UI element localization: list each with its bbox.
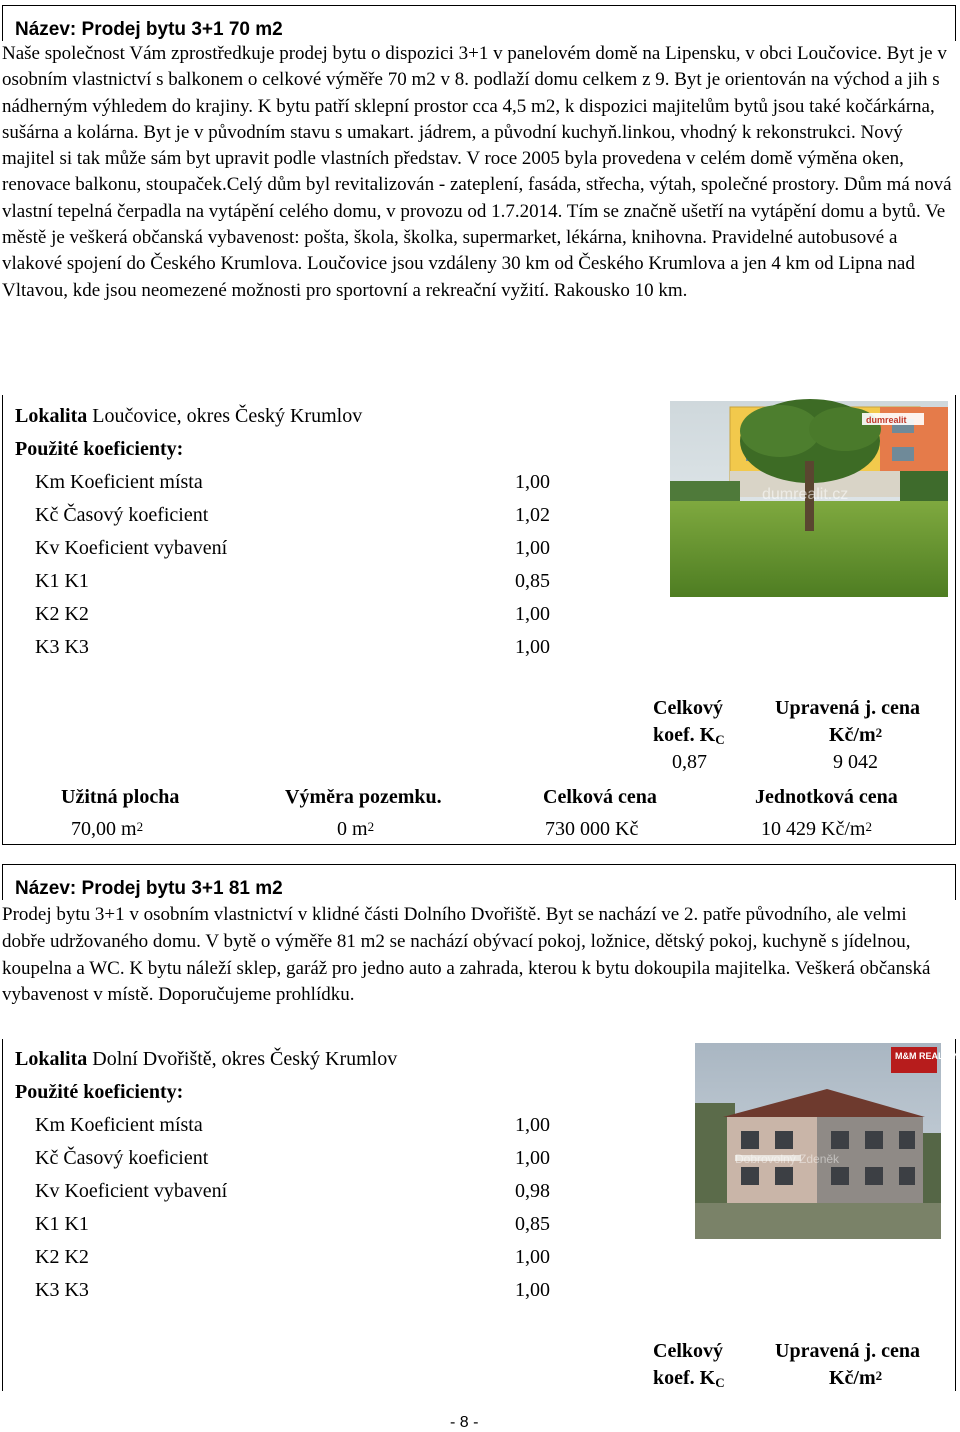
coefficient-value: 1,00 [515,603,550,625]
location-label: Lokalita [15,405,88,427]
listing-title [2,864,956,900]
total-coef-label-2 [653,723,725,749]
coefficient-value: 1,00 [515,1279,550,1301]
unit-price-header: Jednotková cena [755,786,898,808]
total-coef-text: koef. K [653,1367,716,1389]
photo-watermark: Dobrovolný Zdeněk [735,1152,840,1166]
coefficient-value: 1,00 [515,1114,550,1136]
coefficient-label: Kv Koeficient vybavení [35,537,228,559]
location-label: Lokalita [15,1048,88,1070]
total-price-value: 730 000 Kč [545,818,639,840]
coefficient-value: 1,00 [515,537,550,559]
unit-price-text: 10 429 Kč/m [761,818,866,840]
total-coef-label: Celkový [653,697,723,719]
coefficient-label: K3 K3 [35,1279,89,1301]
coefficient-value: 1,00 [515,1147,550,1169]
total-coef-sub: C [715,732,725,747]
land-area-text: 0 m [337,818,368,840]
listing-title-text: Název: Prodej bytu 3+1 70 m2 [15,19,283,40]
photo-logo: dumrealit [866,415,907,425]
adjusted-price-unit-text: Kč/m [829,724,876,746]
apartment-block-photo [670,401,948,597]
unit-price-sup: 2 [865,819,872,834]
coefficient-value: 0,85 [515,570,550,592]
usable-area-header: Užitná plocha [61,786,180,808]
coefficient-value: 1,00 [515,636,550,658]
coefficient-label: Kv Koeficient vybavení [35,1180,228,1202]
coefficient-value: 1,00 [515,1246,550,1268]
adjusted-price-label: Upravená j. cena [775,1340,920,1362]
coefficient-value: 1,00 [515,471,550,493]
total-coef-value: 0,87 [672,751,707,773]
adjusted-price-label: Upravená j. cena [775,697,920,719]
coefficient-label: Kč Časový koeficient [35,1147,209,1169]
location-line [15,404,362,428]
coefficient-label: Km Koeficient místa [35,471,203,493]
property-photo [695,1043,958,1239]
unit-price-value [761,817,872,843]
listing-description: Naše společnost Vám zprostředkuje prodej bytu o dispozici 3+1 v panelovém domě na Lipensku, v obci Loučovice. Byt je v osobním vlastnictví s balkonem o celkové výměře 70 m2 v 8. podlaží domu celkem z 9. Byt je orientován na východ a jih s nádherným výhledem do krajiny. K bytu patří sklepní prostor cca 4,5 m2, k dispozici majitelům bytů jsou také kočárkárna, sušárna a kolárna. Byt je v původním stavu s umakart. jádrem, a původní kuchyň.linkou, vhodný k rekonstrukci. Nový majitel si tak může sám byt upravit podle vlastních představ. V roce 2005 byla provedena v celém domě výměna oken, renovace balkonu, stoupaček.Celý dům byl revitalizován - zateplení, fasáda, střecha, výtah, společné prostory. Dům má nová vlastní tepelná čerpadla na vytápění celého domu, v provozu od 1.7.2014. Tím se značně ušetří na vytápění domu a bytů. Ve městě je veškerá občanská vybavenost: pošta, škola, školka, supermarket, lékárna, knihovna. Pravidelné autobusové a vlakové spojení do Českého Krumlova. Loučovice jsou vzdáleny 30 km od Českého Krumlova a jen 4 km od Lipna nad Vltavou, kde jsou neomezené možnosti pro sportovní a rekreační vyžití. Rakousko 10 km. [2,43,952,301]
property-photo [670,401,948,597]
coefficients-heading: Použité koeficienty: [15,438,184,460]
house-photo [695,1043,958,1239]
land-area-sup: 2 [367,819,375,834]
adjusted-price-unit-sup: 2 [875,1368,883,1383]
coefficient-label: K3 K3 [35,636,89,658]
usable-area-text: 70,00 m [71,818,137,840]
total-coef-sub: C [715,1375,725,1390]
location-value: Loučovice, okres Český Krumlov [92,405,363,427]
coefficient-label: K1 K1 [35,1213,89,1235]
adjusted-price-value: 9 042 [833,751,878,773]
total-coef-text: koef. K [653,724,716,746]
listing-description: Prodej bytu 3+1 v osobním vlastnictví v klidné části Dolního Dvořiště. Byt se nachází ve 2. patře původního, ale velmi dobře udržovaného domu. V bytě o výměře 81 m2 se nachází obývací pokoj, ložnice, dětský pokoj, kuchyně s jídelnou, koupelna a WC. K bytu náleží sklep, garáž pro jedno auto a zahrada, kterou k bytu dokoupila majitelka. Veškerá občanská vybavenost v místě. Doporučujeme prohlídku. [2,904,931,1006]
listing-detail-box [2,1039,956,1391]
adjusted-price-unit-text: Kč/m [829,1367,876,1389]
coefficient-value: 1,02 [515,504,550,526]
land-area-value [337,817,374,843]
listing-title [2,5,956,41]
adjusted-price-unit [829,1366,882,1392]
usable-area-sup: 2 [136,819,144,834]
listing-detail-box [2,395,956,845]
adjusted-price-unit [829,723,882,749]
coefficient-label: K2 K2 [35,1246,89,1268]
photo-watermark: dumrealit.cz [762,486,849,503]
location-line [15,1047,397,1071]
location-value: Dolní Dvořiště, okres Český Krumlov [92,1048,398,1070]
coefficient-value: 0,85 [515,1213,550,1235]
coefficients-heading: Použité koeficienty: [15,1081,184,1103]
coefficient-label: K2 K2 [35,603,89,625]
total-coef-label: Celkový [653,1340,723,1362]
listing-title-text: Název: Prodej bytu 3+1 81 m2 [15,878,283,899]
photo-logo: M&M REALITY [895,1051,958,1061]
usable-area-value [71,817,143,843]
coefficient-value: 0,98 [515,1180,550,1202]
coefficient-label: Kč Časový koeficient [35,504,209,526]
total-price-header: Celková cena [543,786,657,808]
land-area-header: Výměra pozemku. [285,786,442,808]
coefficient-label: K1 K1 [35,570,89,592]
page-number: - 8 - [450,1414,479,1431]
coefficient-label: Km Koeficient místa [35,1114,203,1136]
adjusted-price-unit-sup: 2 [875,725,883,740]
total-coef-label-2 [653,1366,725,1392]
